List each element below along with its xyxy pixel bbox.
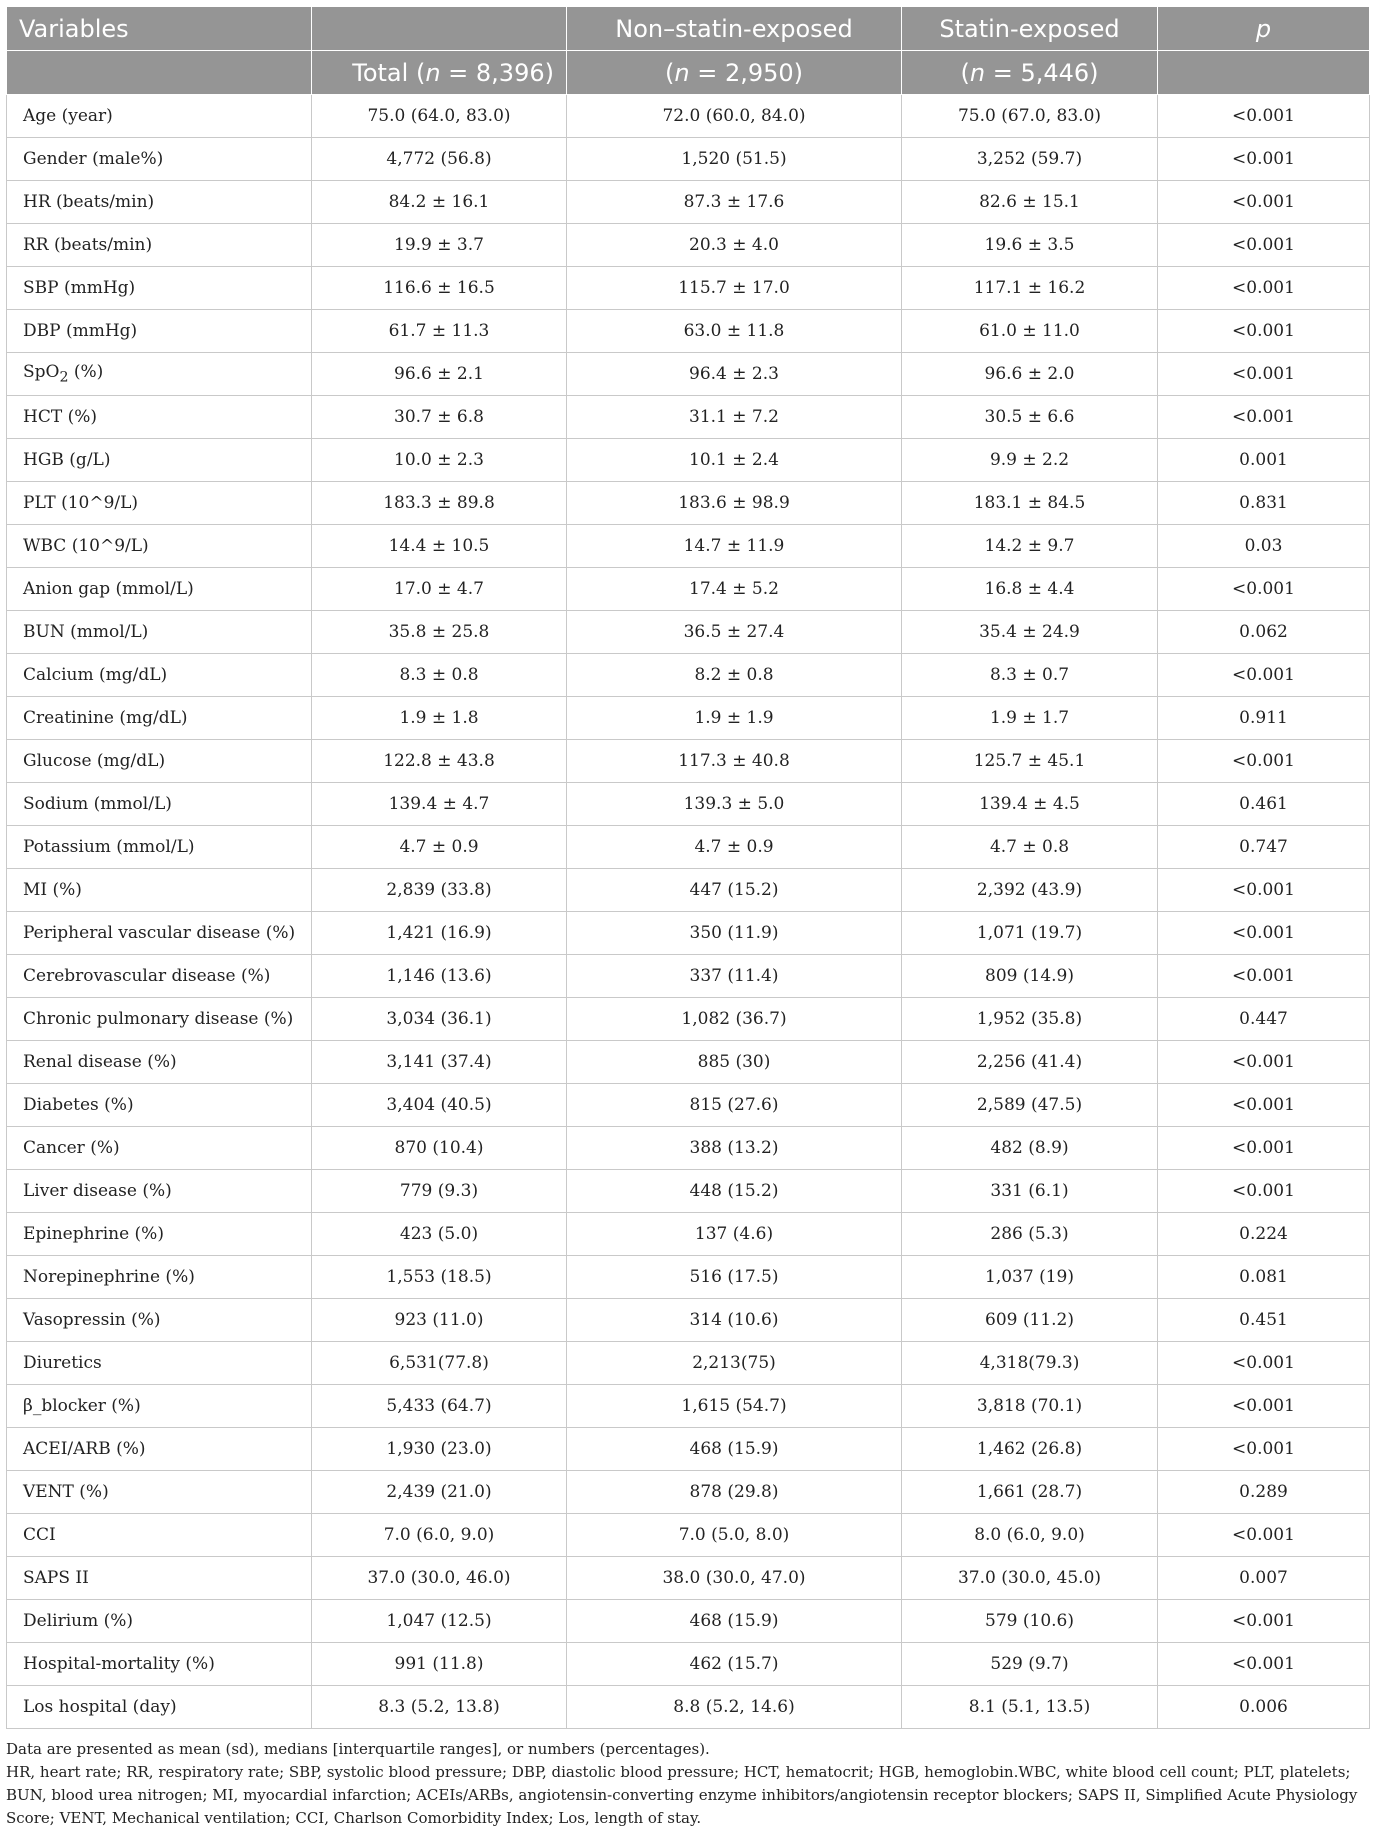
nonstatin-cell: 1,615 (54.7)	[567, 1385, 902, 1428]
variable-cell: Gender (male%)	[7, 138, 312, 181]
variable-cell: HR (beats/min)	[7, 181, 312, 224]
variable-base: SpO	[23, 362, 60, 383]
baseline-characteristics-table	[6, 6, 1370, 1729]
nonstatin-cell: 337 (11.4)	[567, 955, 902, 998]
p-value-cell: 0.224	[1158, 1213, 1370, 1256]
total-cell: 35.8 ± 25.8	[312, 611, 567, 654]
header-nonstatin-n-cell: (n = 2,950)	[567, 51, 902, 95]
variable-cell: HCT (%)	[7, 396, 312, 439]
total-cell: 870 (10.4)	[312, 1127, 567, 1170]
nonstatin-cell: 516 (17.5)	[567, 1256, 902, 1299]
nonstatin-cell: 885 (30)	[567, 1041, 902, 1084]
nonstatin-cell: 1,520 (51.5)	[567, 138, 902, 181]
table-row	[7, 998, 1370, 1041]
variable-cell: CCI	[7, 1514, 312, 1557]
statin-cell: 8.0 (6.0, 9.0)	[902, 1514, 1158, 1557]
p-value-cell: <0.001	[1158, 396, 1370, 439]
nonstatin-cell: 10.1 ± 2.4	[567, 439, 902, 482]
variable-cell: Hospital-mortality (%)	[7, 1643, 312, 1686]
statin-cell: 579 (10.6)	[902, 1600, 1158, 1643]
p-value-cell: <0.001	[1158, 1084, 1370, 1127]
nonstatin-cell: 72.0 (60.0, 84.0)	[567, 95, 902, 138]
total-cell: 8.3 (5.2, 13.8)	[312, 1686, 567, 1729]
p-value-cell: <0.001	[1158, 1041, 1370, 1084]
nonstatin-cell: 1,082 (36.7)	[567, 998, 902, 1041]
total-cell: 7.0 (6.0, 9.0)	[312, 1514, 567, 1557]
statin-cell: 9.9 ± 2.2	[902, 439, 1158, 482]
total-cell: 2,839 (33.8)	[312, 869, 567, 912]
table-row	[7, 95, 1370, 138]
table-row	[7, 224, 1370, 267]
p-value-cell: 0.747	[1158, 826, 1370, 869]
variable-cell: Cerebrovascular disease (%)	[7, 955, 312, 998]
nonstatin-cell: 139.3 ± 5.0	[567, 783, 902, 826]
p-value-cell: 0.062	[1158, 611, 1370, 654]
variable-unit: (%)	[68, 362, 104, 383]
statin-cell: 529 (9.7)	[902, 1643, 1158, 1686]
nonstatin-cell: 115.7 ± 17.0	[567, 267, 902, 310]
table-row	[7, 1600, 1370, 1643]
p-value-cell: 0.461	[1158, 783, 1370, 826]
statin-cell: 2,256 (41.4)	[902, 1041, 1158, 1084]
p-value-cell: 0.007	[1158, 1557, 1370, 1600]
p-value-cell: <0.001	[1158, 181, 1370, 224]
nonstatin-cell: 87.3 ± 17.6	[567, 181, 902, 224]
statin-cell: 125.7 ± 45.1	[902, 740, 1158, 783]
total-cell: 10.0 ± 2.3	[312, 439, 567, 482]
total-cell: 116.6 ± 16.5	[312, 267, 567, 310]
variable-cell: Delirium (%)	[7, 1600, 312, 1643]
total-cell: 14.4 ± 10.5	[312, 525, 567, 568]
statin-cell: 19.6 ± 3.5	[902, 224, 1158, 267]
table-row	[7, 439, 1370, 482]
table-row	[7, 912, 1370, 955]
total-cell: 1,146 (13.6)	[312, 955, 567, 998]
nonstatin-cell: 31.1 ± 7.2	[567, 396, 902, 439]
p-value-cell: 0.001	[1158, 439, 1370, 482]
header-nonstatin-n: 2,950	[724, 58, 794, 87]
p-value-cell: <0.001	[1158, 1514, 1370, 1557]
table-row	[7, 1256, 1370, 1299]
variable-cell: Norepinephrine (%)	[7, 1256, 312, 1299]
statin-cell: 482 (8.9)	[902, 1127, 1158, 1170]
table-row	[7, 1686, 1370, 1729]
table-row	[7, 181, 1370, 224]
total-cell: 30.7 ± 6.8	[312, 396, 567, 439]
nonstatin-cell: 8.8 (5.2, 14.6)	[567, 1686, 902, 1729]
variable-cell: PLT (10^9/L)	[7, 482, 312, 525]
statin-cell: 1.9 ± 1.7	[902, 697, 1158, 740]
table-row	[7, 1428, 1370, 1471]
table-row	[7, 1041, 1370, 1084]
header-p	[1158, 7, 1370, 51]
statin-cell: 1,071 (19.7)	[902, 912, 1158, 955]
header-total-n: 8,396	[475, 58, 545, 87]
statin-cell: 2,589 (47.5)	[902, 1084, 1158, 1127]
header-statin-n-cell: (n = 5,446)	[902, 51, 1158, 95]
table-row	[7, 482, 1370, 525]
total-cell: 991 (11.8)	[312, 1643, 567, 1686]
header-variables: Variables	[7, 7, 312, 51]
footnote-data-presentation: Data are presented as mean (sd), medians [interquartile ranges], or numbers (percentages).	[6, 1740, 710, 1758]
variable-cell: Diabetes (%)	[7, 1084, 312, 1127]
nonstatin-cell: 17.4 ± 5.2	[567, 568, 902, 611]
statin-cell: 809 (14.9)	[902, 955, 1158, 998]
header-p-label: p	[1255, 14, 1272, 43]
p-value-cell: <0.001	[1158, 955, 1370, 998]
header-row-1	[7, 7, 1370, 51]
p-value-cell: 0.289	[1158, 1471, 1370, 1514]
total-cell: 3,034 (36.1)	[312, 998, 567, 1041]
p-value-cell: <0.001	[1158, 95, 1370, 138]
nonstatin-cell: 448 (15.2)	[567, 1170, 902, 1213]
statin-cell: 2,392 (43.9)	[902, 869, 1158, 912]
variable-cell: VENT (%)	[7, 1471, 312, 1514]
nonstatin-cell: 388 (13.2)	[567, 1127, 902, 1170]
table-row	[7, 1643, 1370, 1686]
variable-cell: Liver disease (%)	[7, 1170, 312, 1213]
p-value-cell: <0.001	[1158, 740, 1370, 783]
table-row	[7, 310, 1370, 353]
variable-cell: Anion gap (mmol/L)	[7, 568, 312, 611]
nonstatin-cell: 878 (29.8)	[567, 1471, 902, 1514]
total-cell: 1,930 (23.0)	[312, 1428, 567, 1471]
total-cell: 1,553 (18.5)	[312, 1256, 567, 1299]
statin-cell: 30.5 ± 6.6	[902, 396, 1158, 439]
statin-cell: 1,037 (19)	[902, 1256, 1158, 1299]
statin-cell: 82.6 ± 15.1	[902, 181, 1158, 224]
table-header	[7, 7, 1370, 95]
p-value-cell: 0.447	[1158, 998, 1370, 1041]
header-variables-empty	[7, 51, 312, 95]
nonstatin-cell: 1.9 ± 1.9	[567, 697, 902, 740]
table-row	[7, 1299, 1370, 1342]
statin-cell: 286 (5.3)	[902, 1213, 1158, 1256]
variable-cell: Cancer (%)	[7, 1127, 312, 1170]
table-row	[7, 1342, 1370, 1385]
table-row	[7, 611, 1370, 654]
variable-cell: DBP (mmHg)	[7, 310, 312, 353]
p-value-cell: <0.001	[1158, 1600, 1370, 1643]
table-row	[7, 697, 1370, 740]
p-value-cell: 0.03	[1158, 525, 1370, 568]
header-total-label: Total	[352, 58, 409, 87]
variable-cell	[7, 353, 312, 396]
total-cell: 4.7 ± 0.9	[312, 826, 567, 869]
statin-cell: 331 (6.1)	[902, 1170, 1158, 1213]
variable-cell: MI (%)	[7, 869, 312, 912]
nonstatin-cell: 462 (15.7)	[567, 1643, 902, 1686]
statin-cell: 139.4 ± 4.5	[902, 783, 1158, 826]
table-row	[7, 1385, 1370, 1428]
nonstatin-cell: 117.3 ± 40.8	[567, 740, 902, 783]
variable-cell: Age (year)	[7, 95, 312, 138]
p-value-cell: 0.451	[1158, 1299, 1370, 1342]
total-cell: 923 (11.0)	[312, 1299, 567, 1342]
statin-cell: 3,252 (59.7)	[902, 138, 1158, 181]
statin-cell: 8.1 (5.1, 13.5)	[902, 1686, 1158, 1729]
total-cell: 1,047 (12.5)	[312, 1600, 567, 1643]
p-value-cell: <0.001	[1158, 869, 1370, 912]
nonstatin-cell: 183.6 ± 98.9	[567, 482, 902, 525]
statin-cell: 61.0 ± 11.0	[902, 310, 1158, 353]
statin-cell: 8.3 ± 0.7	[902, 654, 1158, 697]
variable-cell: β_blocker (%)	[7, 1385, 312, 1428]
total-cell: 3,141 (37.4)	[312, 1041, 567, 1084]
table-row	[7, 267, 1370, 310]
table-row	[7, 955, 1370, 998]
nonstatin-cell: 468 (15.9)	[567, 1428, 902, 1471]
header-nonstatin-n-symbol: n	[674, 58, 690, 87]
nonstatin-cell: 350 (11.9)	[567, 912, 902, 955]
p-value-cell: 0.081	[1158, 1256, 1370, 1299]
variable-cell: HGB (g/L)	[7, 439, 312, 482]
statin-cell: 75.0 (67.0, 83.0)	[902, 95, 1158, 138]
nonstatin-cell: 468 (15.9)	[567, 1600, 902, 1643]
variable-cell: Epinephrine (%)	[7, 1213, 312, 1256]
header-statin-n-symbol: n	[969, 58, 986, 87]
p-value-cell: <0.001	[1158, 267, 1370, 310]
nonstatin-cell: 96.4 ± 2.3	[567, 353, 902, 396]
header-total-n-symbol: n	[425, 58, 441, 87]
table-row	[7, 1471, 1370, 1514]
total-cell: 96.6 ± 2.1	[312, 353, 567, 396]
total-cell: 84.2 ± 16.1	[312, 181, 567, 224]
nonstatin-cell: 38.0 (30.0, 47.0)	[567, 1557, 902, 1600]
nonstatin-cell: 7.0 (5.0, 8.0)	[567, 1514, 902, 1557]
table-footnotes	[6, 1738, 1369, 1830]
nonstatin-cell: 36.5 ± 27.4	[567, 611, 902, 654]
p-value-cell: <0.001	[1158, 224, 1370, 267]
total-cell: 139.4 ± 4.7	[312, 783, 567, 826]
statin-cell: 96.6 ± 2.0	[902, 353, 1158, 396]
statin-cell: 37.0 (30.0, 45.0)	[902, 1557, 1158, 1600]
variable-cell: BUN (mmol/L)	[7, 611, 312, 654]
variable-cell: Sodium (mmol/L)	[7, 783, 312, 826]
p-value-cell: <0.001	[1158, 1643, 1370, 1686]
statin-cell: 16.8 ± 4.4	[902, 568, 1158, 611]
statin-cell: 14.2 ± 9.7	[902, 525, 1158, 568]
header-row-2	[7, 51, 1370, 95]
table-row	[7, 1084, 1370, 1127]
variable-cell: RR (beats/min)	[7, 224, 312, 267]
nonstatin-cell: 314 (10.6)	[567, 1299, 902, 1342]
variable-cell: ACEI/ARB (%)	[7, 1428, 312, 1471]
total-cell: 8.3 ± 0.8	[312, 654, 567, 697]
nonstatin-cell: 815 (27.6)	[567, 1084, 902, 1127]
total-cell: 4,772 (56.8)	[312, 138, 567, 181]
total-cell: 17.0 ± 4.7	[312, 568, 567, 611]
statin-cell: 3,818 (70.1)	[902, 1385, 1158, 1428]
variable-cell: Calcium (mg/dL)	[7, 654, 312, 697]
table-row	[7, 525, 1370, 568]
table-body	[7, 95, 1370, 1729]
p-value-cell: 0.831	[1158, 482, 1370, 525]
header-statin-n: 5,446	[1020, 58, 1090, 87]
total-cell: 5,433 (64.7)	[312, 1385, 567, 1428]
nonstatin-cell: 63.0 ± 11.8	[567, 310, 902, 353]
total-cell: 75.0 (64.0, 83.0)	[312, 95, 567, 138]
variable-cell: Peripheral vascular disease (%)	[7, 912, 312, 955]
table-row	[7, 568, 1370, 611]
total-cell: 423 (5.0)	[312, 1213, 567, 1256]
total-cell: 1.9 ± 1.8	[312, 697, 567, 740]
variable-cell: Creatinine (mg/dL)	[7, 697, 312, 740]
statin-cell: 4.7 ± 0.8	[902, 826, 1158, 869]
table-row	[7, 1170, 1370, 1213]
p-value-cell: <0.001	[1158, 1170, 1370, 1213]
p-value-cell: <0.001	[1158, 353, 1370, 396]
variable-cell: SAPS II	[7, 1557, 312, 1600]
p-value-cell: <0.001	[1158, 138, 1370, 181]
statin-cell: 183.1 ± 84.5	[902, 482, 1158, 525]
statin-cell: 35.4 ± 24.9	[902, 611, 1158, 654]
footnote-abbreviations: HR, heart rate; RR, respiratory rate; SBP, systolic blood pressure; DBP, diastolic blood pressure; HCT, hematocrit; HGB, hemoglobin.WBC, white blood cell count; PLT, platelets; BUN, blood urea nitrogen; MI, myocardial infarction; ACEIs/ARBs, angiotensin-converting enzyme inhibitors/angiotensin receptor blockers; SAPS II, Simplified Acute Physiology Score; VENT, Mechanical ventilation; CCI, Charlson Comorbidity Index; Los, length of stay.	[6, 1763, 1358, 1827]
table-row	[7, 783, 1370, 826]
variable-cell: SBP (mmHg)	[7, 267, 312, 310]
statin-cell: 609 (11.2)	[902, 1299, 1158, 1342]
variable-cell: WBC (10^9/L)	[7, 525, 312, 568]
variable-subscript: 2	[59, 369, 69, 386]
header-total: Total (n = 8,396)	[312, 51, 567, 95]
total-cell: 3,404 (40.5)	[312, 1084, 567, 1127]
nonstatin-cell: 20.3 ± 4.0	[567, 224, 902, 267]
table-row	[7, 740, 1370, 783]
variable-cell: Vasopressin (%)	[7, 1299, 312, 1342]
variable-cell: Potassium (mmol/L)	[7, 826, 312, 869]
variable-cell: Diuretics	[7, 1342, 312, 1385]
variable-cell: Renal disease (%)	[7, 1041, 312, 1084]
nonstatin-cell: 14.7 ± 11.9	[567, 525, 902, 568]
total-cell: 61.7 ± 11.3	[312, 310, 567, 353]
header-statin: Statin-exposed	[902, 7, 1158, 51]
p-value-cell: <0.001	[1158, 568, 1370, 611]
total-cell: 37.0 (30.0, 46.0)	[312, 1557, 567, 1600]
total-cell: 1,421 (16.9)	[312, 912, 567, 955]
table-row	[7, 826, 1370, 869]
table-row	[7, 138, 1370, 181]
table-row	[7, 1213, 1370, 1256]
nonstatin-cell: 4.7 ± 0.9	[567, 826, 902, 869]
nonstatin-cell: 447 (15.2)	[567, 869, 902, 912]
table-row	[7, 396, 1370, 439]
p-value-cell: <0.001	[1158, 310, 1370, 353]
table-row	[7, 1557, 1370, 1600]
nonstatin-cell: 8.2 ± 0.8	[567, 654, 902, 697]
total-cell: 6,531(77.8)	[312, 1342, 567, 1385]
table-row	[7, 353, 1370, 396]
total-cell: 183.3 ± 89.8	[312, 482, 567, 525]
total-cell: 2,439 (21.0)	[312, 1471, 567, 1514]
statin-cell: 4,318(79.3)	[902, 1342, 1158, 1385]
nonstatin-cell: 2,213(75)	[567, 1342, 902, 1385]
statin-cell: 1,462 (26.8)	[902, 1428, 1158, 1471]
table-row	[7, 869, 1370, 912]
p-value-cell: 0.006	[1158, 1686, 1370, 1729]
total-cell: 779 (9.3)	[312, 1170, 567, 1213]
p-value-cell: <0.001	[1158, 1342, 1370, 1385]
statin-cell: 1,661 (28.7)	[902, 1471, 1158, 1514]
table-row	[7, 654, 1370, 697]
p-value-cell: 0.911	[1158, 697, 1370, 740]
header-nonstatin: Non–statin-exposed	[567, 7, 902, 51]
total-cell: 19.9 ± 3.7	[312, 224, 567, 267]
header-total-empty	[312, 7, 567, 51]
p-value-cell: <0.001	[1158, 1428, 1370, 1471]
total-cell: 122.8 ± 43.8	[312, 740, 567, 783]
statin-cell: 1,952 (35.8)	[902, 998, 1158, 1041]
p-value-cell: <0.001	[1158, 654, 1370, 697]
header-p-empty	[1158, 51, 1370, 95]
variable-cell: Los hospital (day)	[7, 1686, 312, 1729]
p-value-cell: <0.001	[1158, 912, 1370, 955]
variable-cell: Chronic pulmonary disease (%)	[7, 998, 312, 1041]
table-row	[7, 1127, 1370, 1170]
nonstatin-cell: 137 (4.6)	[567, 1213, 902, 1256]
variable-cell: Glucose (mg/dL)	[7, 740, 312, 783]
statin-cell: 117.1 ± 16.2	[902, 267, 1158, 310]
table-row	[7, 1514, 1370, 1557]
p-value-cell: <0.001	[1158, 1385, 1370, 1428]
p-value-cell: <0.001	[1158, 1127, 1370, 1170]
